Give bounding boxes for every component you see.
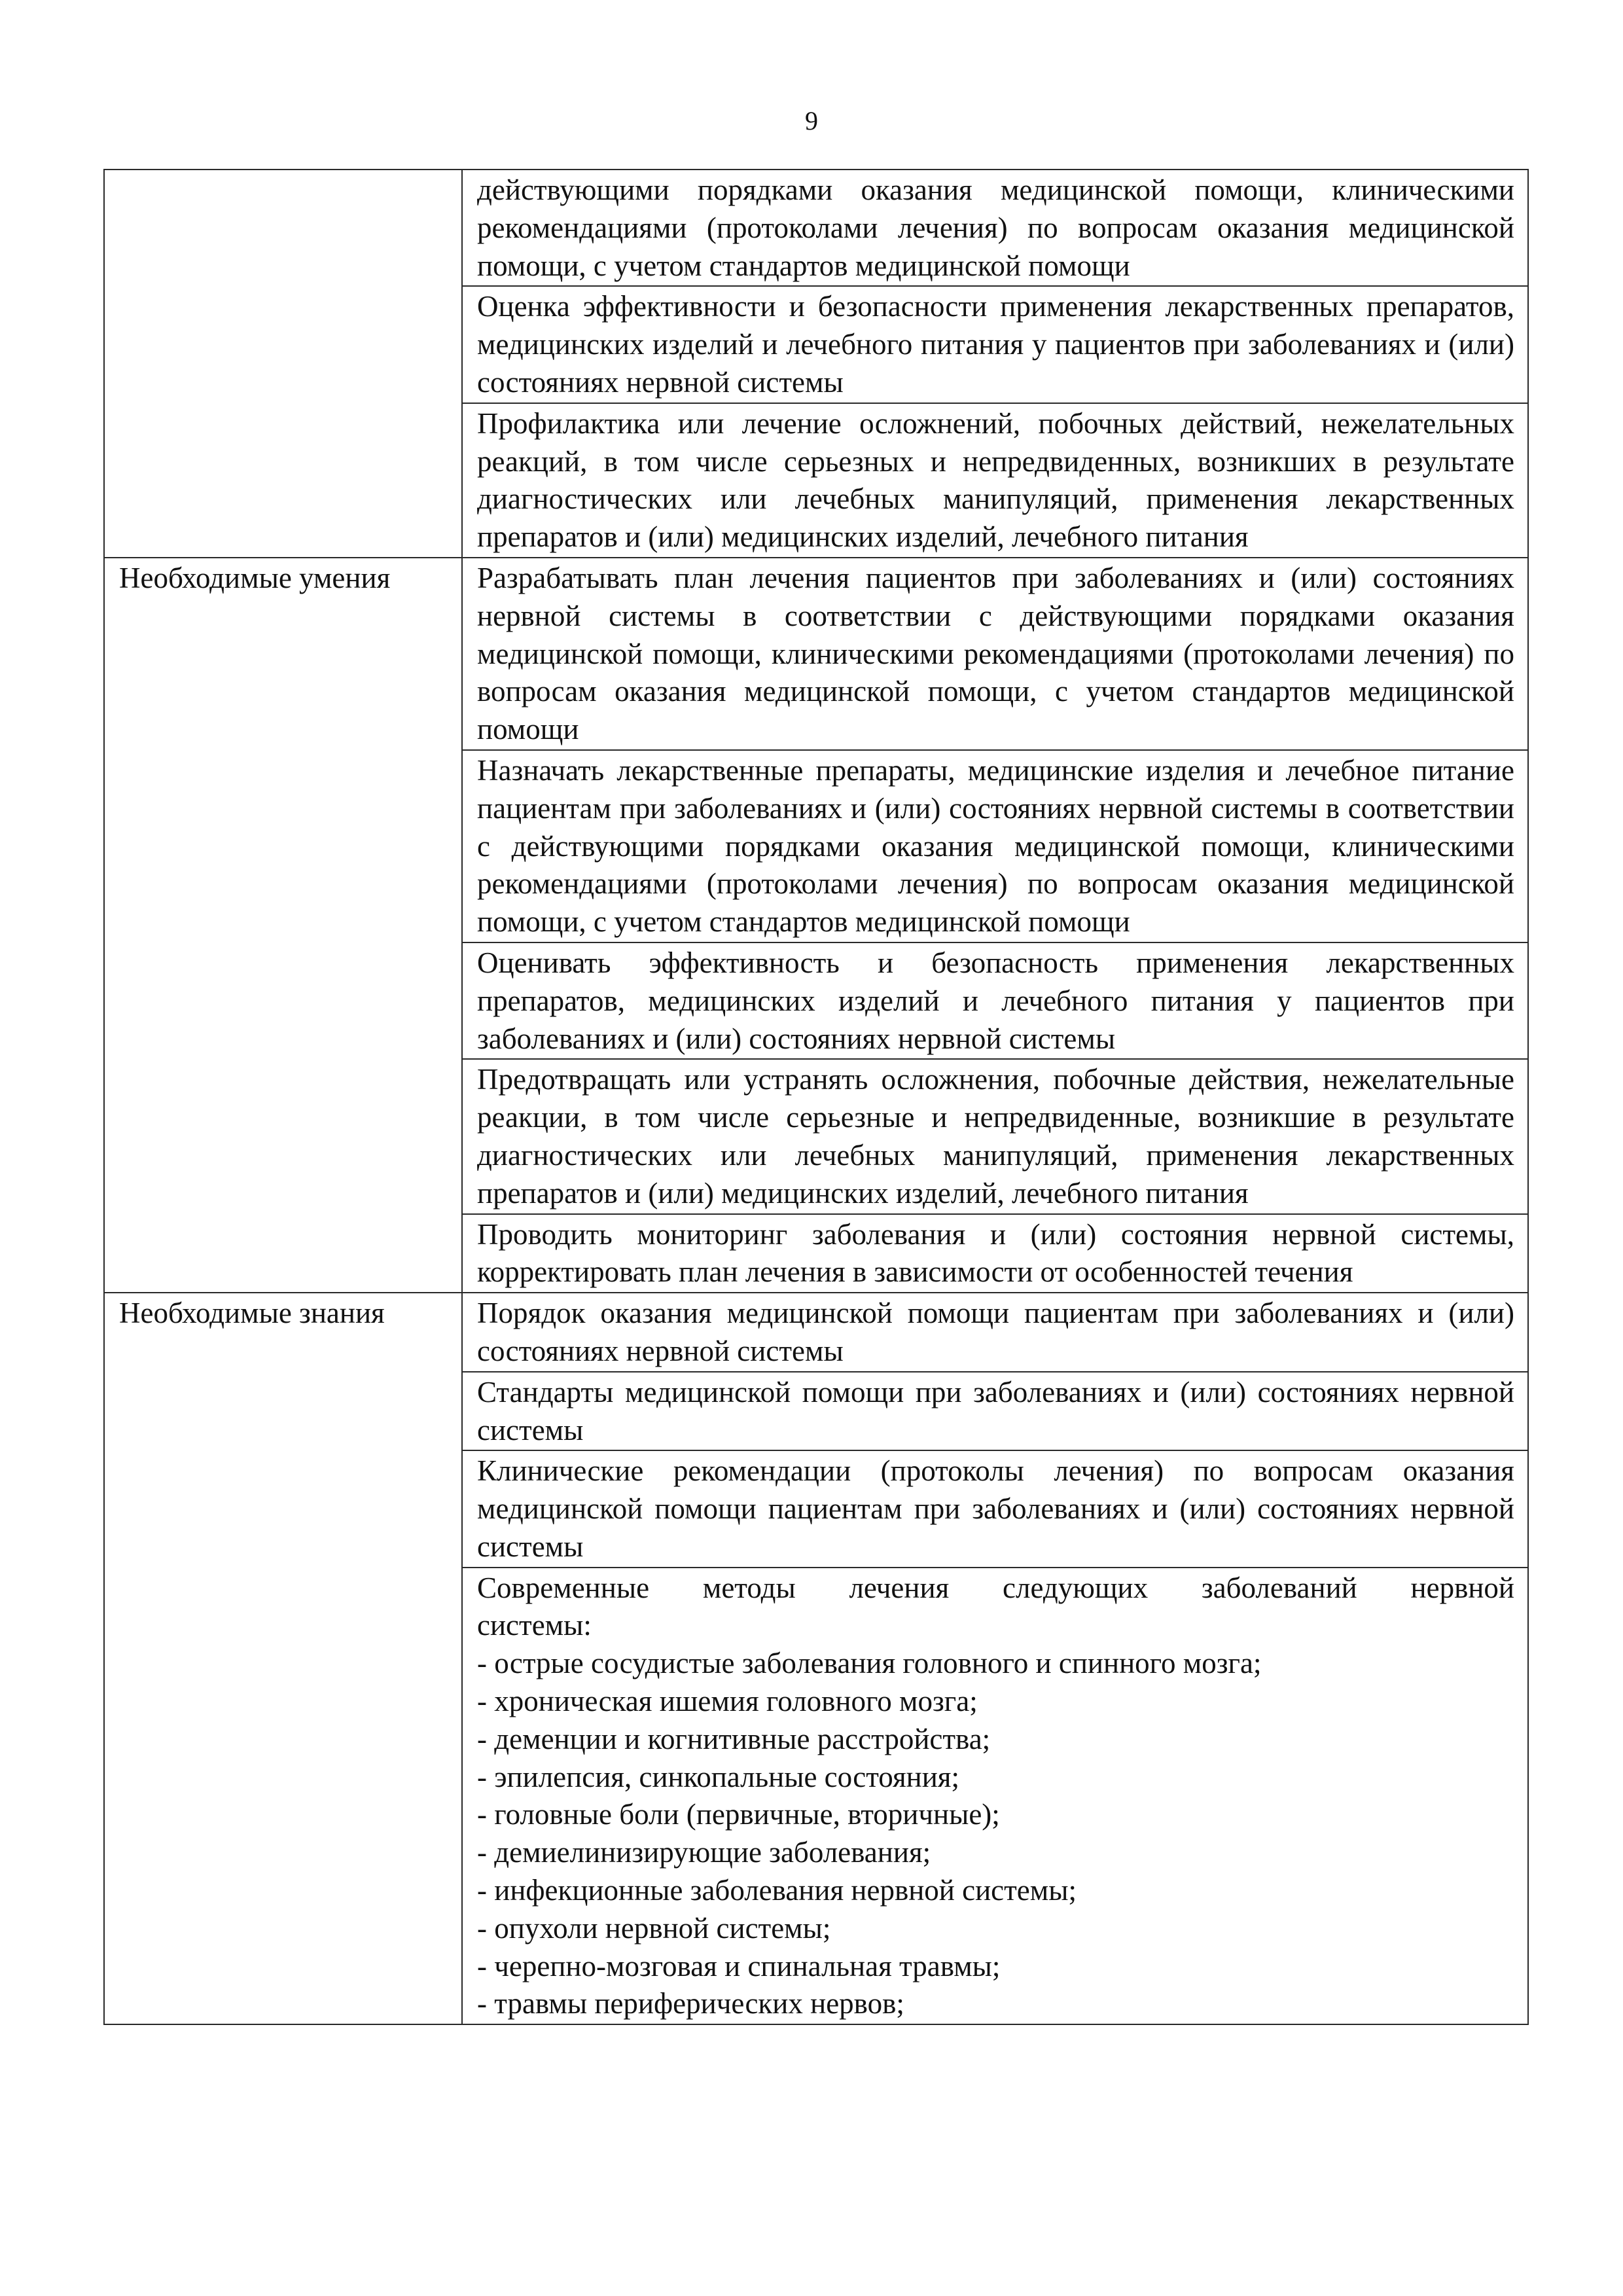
list-item: - острые сосудистые заболевания головного и спинного мозга; xyxy=(477,1647,1262,1680)
cell-text: Оценка эффективности и безопасности применения лекарственных препаратов, медицинских изделий и лечебного питания у пациентов при заболеваниях и (или) состояниях нервной системы xyxy=(477,290,1514,399)
cell-text: действующими порядками оказания медицинской помощи, клиническими рекомендациями (протоколами лечения) по вопросам оказания медицинской помощи, с учетом стандартов медицинской помощи xyxy=(477,173,1514,282)
list-item: - опухоли нервной системы; xyxy=(477,1911,831,1945)
table-cell xyxy=(462,942,1528,1059)
competency-table xyxy=(103,169,1529,2025)
cell-text: Предотвращать или устранять осложнения, побочные действия, нежелательные реакции, в том числе серьезные и непредвиденные, возникшие в результате диагностических или лечебных манипуляций, применения лекарственных препаратов и (или) медицинских изделий, лечебного питания xyxy=(477,1063,1514,1210)
table-cell xyxy=(462,170,1528,286)
table-cell xyxy=(462,558,1528,750)
cell-text: Клинические рекомендации (протоколы лечения) по вопросам оказания медицинской помощи пациентам при заболеваниях и (или) состояниях нервной системы xyxy=(477,1454,1514,1563)
list-item: - инфекционные заболевания нервной системы; xyxy=(477,1874,1077,1907)
cell-text: Стандарты медицинской помощи при заболеваниях и (или) состояниях нервной системы xyxy=(477,1375,1514,1446)
page-number: 9 xyxy=(805,106,818,135)
table-row xyxy=(104,170,1528,286)
table-cell xyxy=(462,1450,1528,1567)
table-cell xyxy=(462,1372,1528,1451)
list-item: - черепно-мозговая и спинальная травмы; xyxy=(477,1949,1001,1982)
cell-text: Порядок оказания медицинской помощи пациентам при заболеваниях и (или) состояниях нервной системы xyxy=(477,1297,1514,1367)
table-cell xyxy=(462,1293,1528,1372)
methods-intro: Современные методы лечения следующих заболеваний нервной xyxy=(477,1571,1514,1604)
table-cell xyxy=(462,1214,1528,1293)
cell-text: Проводить мониторинг заболевания и (или) состояния нервной системы, корректировать план лечения в зависимости от особенностей течения xyxy=(477,1217,1514,1289)
empty-label-cell xyxy=(104,170,462,558)
table-cell xyxy=(462,750,1528,942)
methods-intro-cont: системы: xyxy=(477,1609,592,1642)
table-cell xyxy=(462,1568,1528,2025)
cell-text: Профилактика или лечение осложнений, побочных действий, нежелательных реакций, в том числе серьезных и непредвиденных, возникших в результате диагностических или лечебных манипуляций, применения лекарственных препаратов и (или) медицинских изделий, лечебного питания xyxy=(477,406,1514,554)
cell-text: Разрабатывать план лечения пациентов при заболеваниях и (или) состояниях нервной системы в соответствии с действующими порядками оказания медицинской помощи, клиническими рекомендациями (протоколами лечения) по вопросам оказания медицинской помощи, с учетом стандартов медицинской помощи xyxy=(477,561,1514,746)
list-item: - травмы периферических нервов; xyxy=(477,1987,904,2020)
table-cell xyxy=(462,403,1528,558)
list-item: - деменции и когнитивные расстройства; xyxy=(477,1722,991,1755)
table-cell xyxy=(462,1059,1528,1213)
list-item: - хроническая ишемия головного мозга; xyxy=(477,1685,978,1718)
skills-label: Необходимые умения xyxy=(104,558,462,1293)
knowledge-label: Необходимые знания xyxy=(104,1293,462,2024)
cell-text: Назначать лекарственные препараты, медицинские изделия и лечебное питание пациентам при заболеваниях и (или) состояниях нервной системы в соответствии с действующими порядками оказания медицинской помощи, клиническими рекомендациями (протоколами лечения) по вопросам оказания медицинской помощи, с учетом стандартов медицинской помощи xyxy=(477,753,1514,939)
table-row xyxy=(104,558,1528,750)
list-item: - эпилепсия, синкопальные состояния; xyxy=(477,1760,960,1793)
cell-text: Оценивать эффективность и безопасность применения лекарственных препаратов, медицинских изделий и лечебного питания у пациентов при заболеваниях и (или) состояниях нервной системы xyxy=(477,946,1514,1055)
list-item: - головные боли (первичные, вторичные); xyxy=(477,1798,1000,1831)
list-item: - демиелинизирующие заболевания; xyxy=(477,1836,931,1869)
table-cell xyxy=(462,286,1528,403)
table-row xyxy=(104,1293,1528,1372)
